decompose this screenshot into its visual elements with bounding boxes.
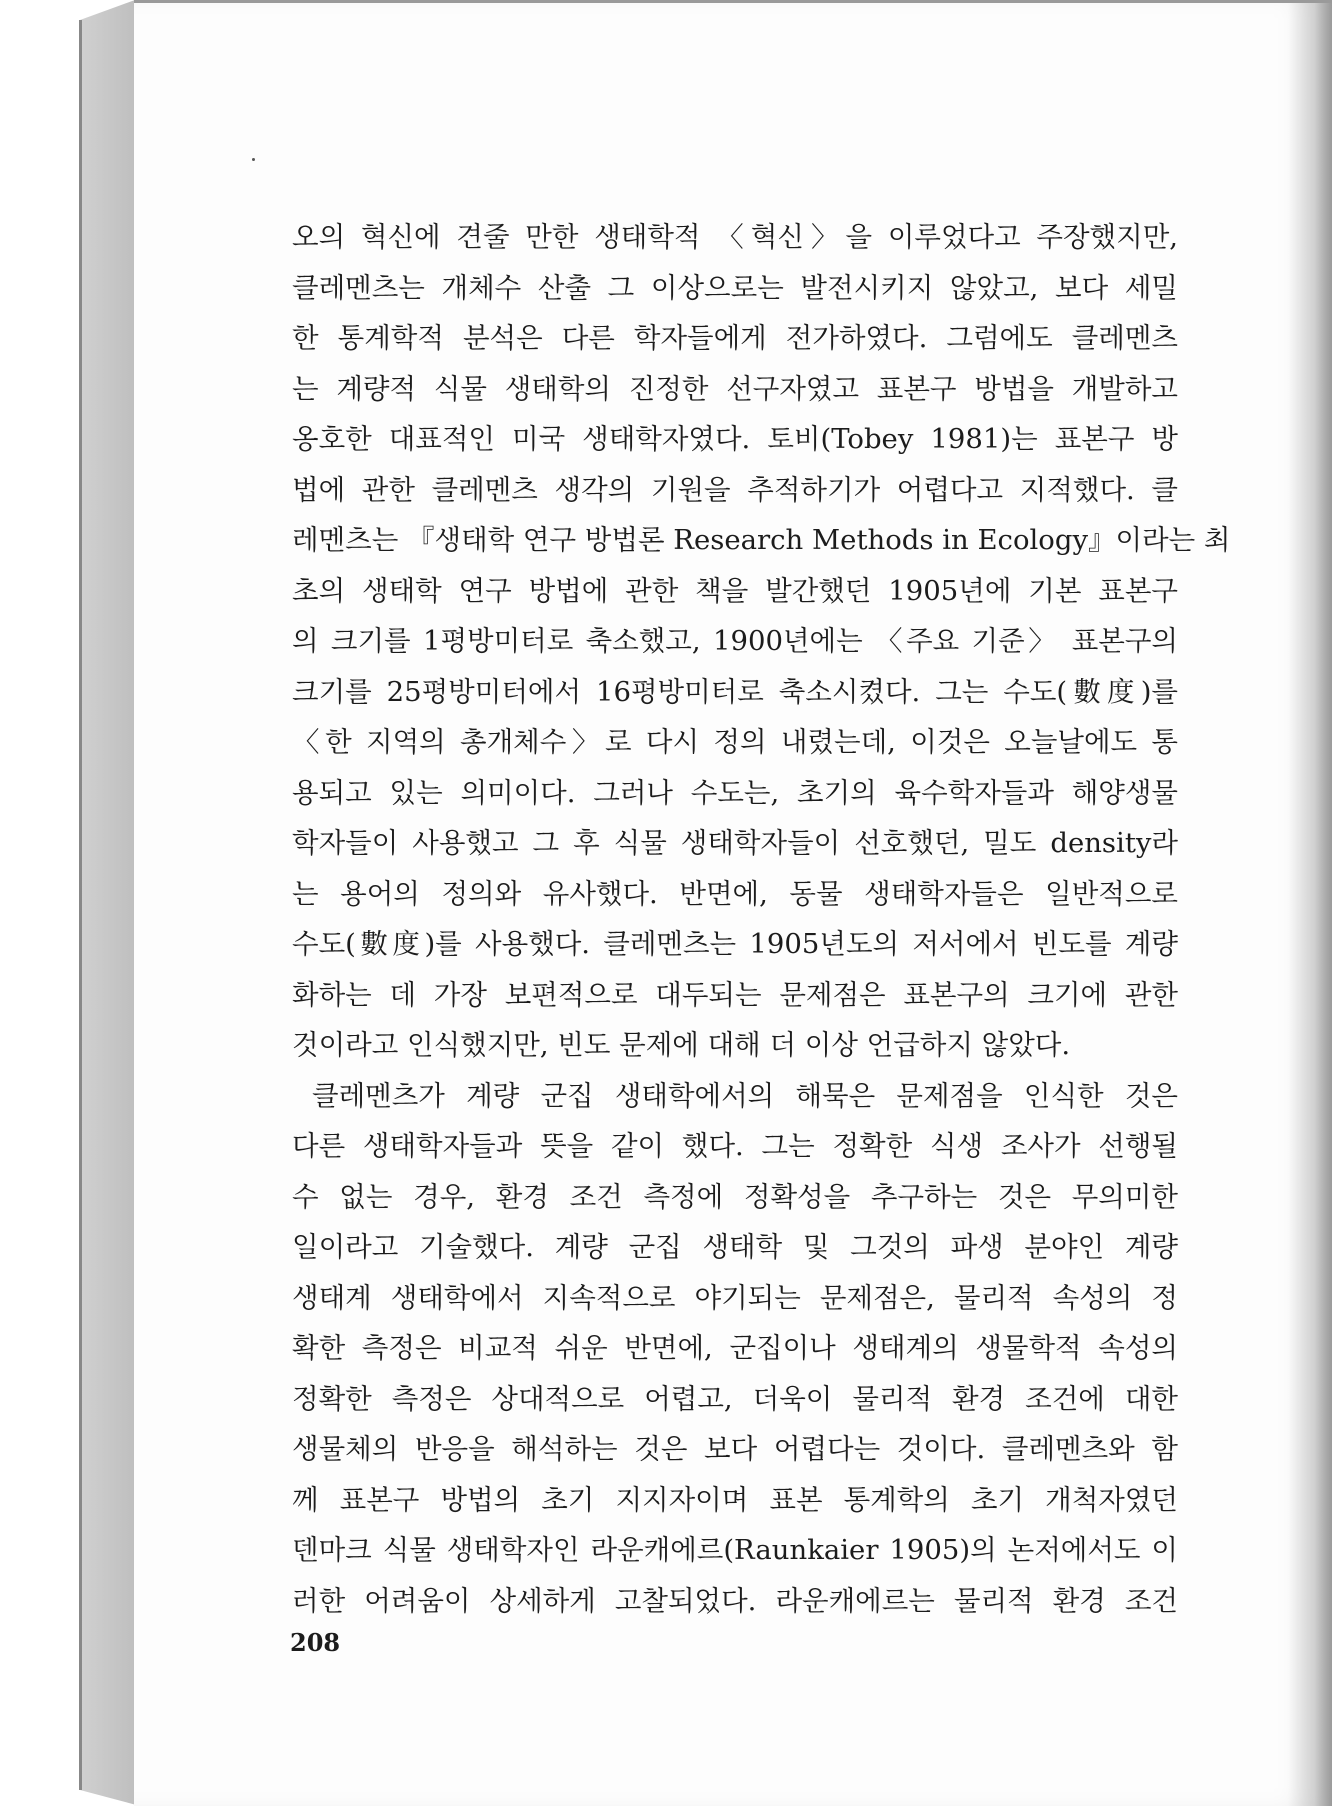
body-text	[292, 212, 1231, 1626]
text-line: 일이라고 기술했다. 계량 군집 생태학 및 그것의 파생 분야인 계량	[292, 1231, 1178, 1263]
text-line: 수도(數度)를 사용했다. 클레멘츠는 1905년도의 저서에서 빈도를 계량	[292, 928, 1178, 960]
text-line: 것이라고 인식했지만, 빈도 문제에 대해 더 이상 언급하지 않았다.	[292, 1029, 1071, 1061]
text-line: 화하는 데 가장 보편적으로 대두되는 문제점은 표본구의 크기에 관한	[292, 978, 1178, 1011]
text-line: 레멘츠는 『생태학 연구 방법론 Research Methods in Ecology』이라는 최	[292, 524, 1231, 556]
text-line: 법에 관한 클레멘츠 생각의 기원을 추적하기가 어렵다고 지적했다. 클	[292, 473, 1178, 506]
text-line: 는 계량적 식물 생태학의 진정한 선구자였고 표본구 방법을 개발하고	[292, 372, 1178, 405]
text-line: 생태계 생태학에서 지속적으로 야기되는 문제점은, 물리적 속성의 정	[292, 1281, 1178, 1314]
text-line: 클레멘츠는 개체수 산출 그 이상으로는 발전시키지 않았고, 보다 세밀	[292, 271, 1178, 304]
text-line: 클레멘츠가 계량 군집 생태학에서의 해묵은 문제점을 인식한 것은	[312, 1079, 1178, 1112]
text-line: 다른 생태학자들과 뜻을 같이 했다. 그는 정확한 식생 조사가 선행될	[292, 1130, 1178, 1162]
page-top-edge	[134, 0, 1332, 3]
text-line: 정확한 측정은 상대적으로 어렵고, 더욱이 물리적 환경 조건에 대한	[292, 1382, 1178, 1415]
text-line: 께 표본구 방법의 초기 지지자이며 표본 통계학의 초기 개척자였던	[292, 1483, 1178, 1516]
text-line: 수 없는 경우, 환경 조건 측정에 정확성을 추구하는 것은 무의미한	[292, 1180, 1178, 1213]
book-spine	[0, 0, 140, 1806]
text-line: 초의 생태학 연구 방법에 관한 책을 발간했던 1905년에 기본 표본구	[292, 574, 1178, 607]
text-line: 크기를 25평방미터에서 16평방미터로 축소시켰다. 그는 수도(數度)를	[292, 675, 1178, 708]
page-right-shadow	[1288, 0, 1332, 1806]
text-line: 한 통계학적 분석은 다른 학자들에게 전가하였다. 그럼에도 클레멘츠	[292, 322, 1178, 354]
text-line: 덴마크 식물 생태학자인 라운캐에르(Raunkaier 1905)의 논저에서도 이	[292, 1534, 1178, 1566]
text-line: 러한 어려움이 상세하게 고찰되었다. 라운캐에르는 물리적 환경 조건	[292, 1584, 1178, 1617]
text-line: 오의 혁신에 견줄 만한 생태학적 〈혁신〉을 이루었다고 주장했지만,	[292, 221, 1178, 253]
text-line: 옹호한 대표적인 미국 생태학자였다. 토비(Tobey 1981)는 표본구 방	[292, 423, 1178, 455]
text-line: 의 크기를 1평방미터로 축소했고, 1900년에는 〈주요 기준〉 표본구의	[292, 625, 1178, 657]
page-number: 208	[290, 1628, 341, 1657]
text-line: 학자들이 사용했고 그 후 식물 생태학자들이 선호했던, 밀도 density라	[292, 827, 1178, 859]
text-line: 는 용어의 정의와 유사했다. 반면에, 동물 생태학자들은 일반적으로	[292, 877, 1178, 910]
text-line: 확한 측정은 비교적 쉬운 반면에, 군집이나 생태계의 생물학적 속성의	[292, 1332, 1178, 1364]
text-line: 용되고 있는 의미이다. 그러나 수도는, 초기의 육수학자들과 해양생물	[292, 776, 1178, 809]
text-line: 생물체의 반응을 해석하는 것은 보다 어렵다는 것이다. 클레멘츠와 함	[292, 1433, 1178, 1465]
text-line: 〈한 지역의 총개체수〉로 다시 정의 내렸는데, 이것은 오늘날에도 통	[292, 726, 1178, 758]
page-speck	[252, 158, 255, 161]
